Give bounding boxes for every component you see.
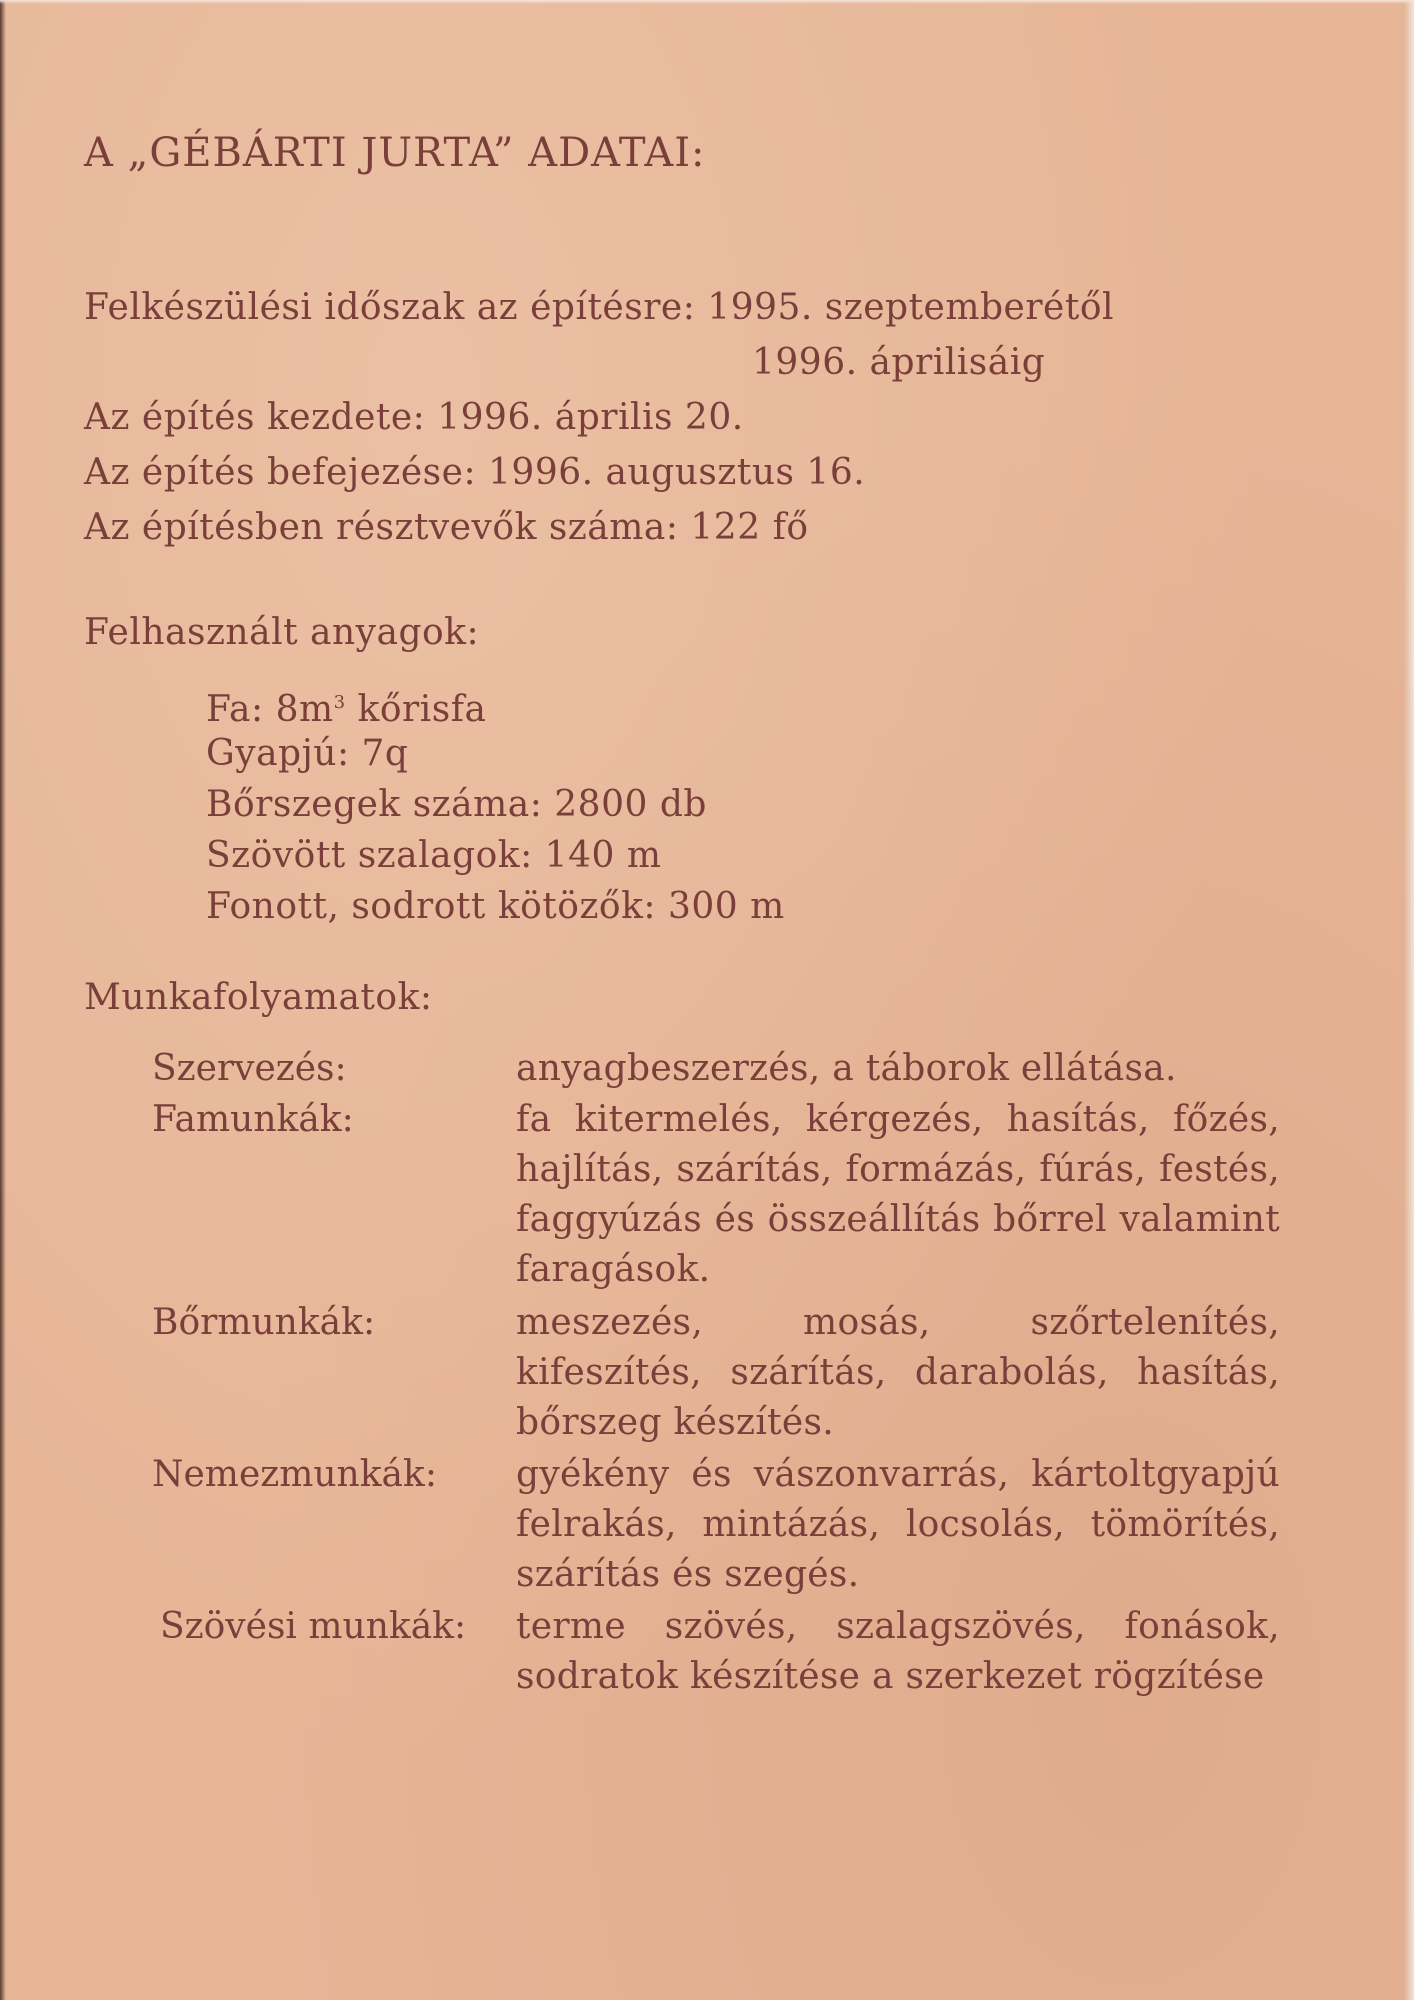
construction-end: Az építés befejezése: 1996. augusztus 16. [84,452,866,493]
material-wood [206,678,487,735]
material-cords: Fonott, sodrott kötözők: 300 m [206,886,785,927]
process-text-organizing: anyagbeszerzés, a táborok ellátása. [516,1048,1177,1089]
process-label-weaving: Szövési munkák: [160,1606,467,1647]
process-label-woodwork: Famunkák: [152,1099,354,1140]
process-text-woodwork: fa kitermelés, kérgezés, hasítás, főzés, hajlítás, szárítás, formázás, fúrás, festés, faggyúzás és összeállítás bőrrel valamint faragások. [516,1099,1280,1290]
processes-heading: Munkafolyamatok: [84,977,433,1018]
page-top-edge [0,0,1414,4]
prep-label: Felkészülési időszak az építésre: [84,287,696,328]
process-text-weaving: terme szövés, szalagszövés, fonások, sodratok készítése a szerkezet rögzítése [516,1606,1280,1697]
prep-value-2: 1996. áprilisáig [752,342,1046,383]
process-text-leatherwork: meszezés, mosás, szőrtelenítés, kifeszítés, szárítás, darabolás, hasítás, bőrszeg készítés. [516,1302,1280,1443]
participants-count: Az építésben résztvevők száma: 122 fő [84,507,809,548]
material-wood-prefix: Fa: 8m [206,689,334,730]
construction-start: Az építés kezdete: 1996. április 20. [84,397,744,438]
material-ribbons: Szövött szalagok: 140 m [206,835,662,876]
process-label-feltwork: Nemezmunkák: [152,1454,437,1495]
material-wood-suffix: kőrisfa [345,689,487,730]
process-text-feltwork: gyékény és vászonvarrás, kártoltgyapjú felrakás, mintázás, locsolás, tömörítés, szárítás és szegés. [516,1454,1280,1595]
process-label-leatherwork: Bőrmunkák: [152,1302,376,1343]
prep-value-1: 1995. szeptemberétől [707,287,1115,328]
material-leather: Bőrszegek száma: 2800 db [206,784,707,825]
materials-heading: Felhasznált anyagok: [84,612,480,653]
page-title: A „GÉBÁRTI JURTA” ADATAI: [84,130,706,176]
process-label-organizing: Szervezés: [152,1048,347,1089]
page-right-edge [1404,0,1414,2000]
page-left-edge [0,0,6,2000]
material-wool: Gyapjú: 7q [206,733,409,774]
prep-line [84,283,1114,333]
material-wood-sup: 3 [333,692,346,713]
